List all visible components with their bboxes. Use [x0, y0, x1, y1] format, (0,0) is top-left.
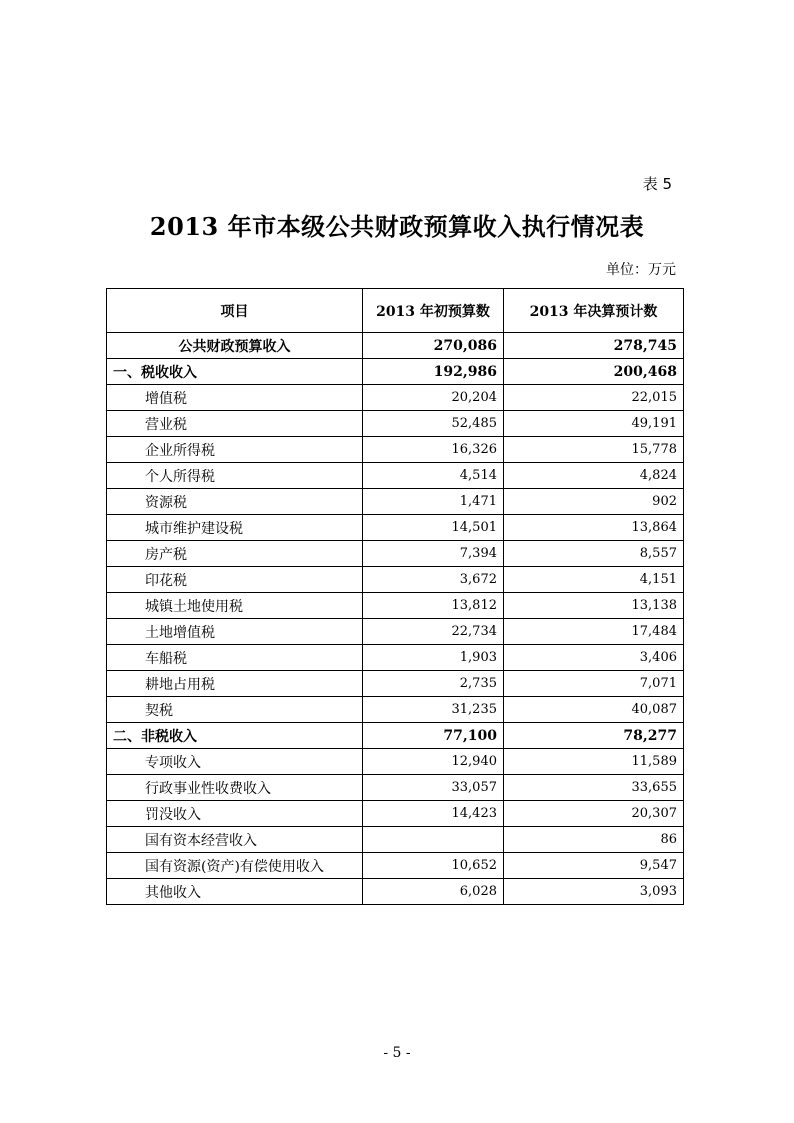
- budget-cell: 7,394: [363, 541, 504, 567]
- section-row: [107, 723, 684, 749]
- budget-cell: 3,672: [363, 567, 504, 593]
- row-label: 专项收入: [107, 749, 363, 775]
- row-label: 个人所得税: [107, 463, 363, 489]
- table-row: [107, 697, 684, 723]
- final-cell: 11,589: [504, 749, 684, 775]
- final-cell: 49,191: [504, 411, 684, 437]
- row-label: 耕地占用税: [107, 671, 363, 697]
- budget-cell: 13,812: [363, 593, 504, 619]
- row-label: 公共财政预算收入: [107, 333, 363, 359]
- final-cell: 78,277: [504, 723, 684, 749]
- table-row: [107, 541, 684, 567]
- final-cell: 17,484: [504, 619, 684, 645]
- page-number: - 5 -: [383, 1045, 411, 1061]
- page-title: 2013 年市本级公共财政预算收入执行情况表: [149, 212, 645, 241]
- section-row: [107, 359, 684, 385]
- table-number: 表 5: [642, 175, 672, 193]
- row-label: 其他收入: [107, 879, 363, 905]
- final-cell: 902: [504, 489, 684, 515]
- table-row: [107, 385, 684, 411]
- final-cell: 4,824: [504, 463, 684, 489]
- final-cell: 8,557: [504, 541, 684, 567]
- budget-cell: 20,204: [363, 385, 504, 411]
- final-cell: 15,778: [504, 437, 684, 463]
- table-row: [107, 593, 684, 619]
- table-row: [107, 437, 684, 463]
- unit-label: 单位：万元: [606, 262, 676, 278]
- row-label: 国有资本经营收入: [107, 827, 363, 853]
- total-row: [107, 333, 684, 359]
- table-row: [107, 879, 684, 905]
- budget-cell: 16,326: [363, 437, 504, 463]
- final-cell: 200,468: [504, 359, 684, 385]
- final-cell: 4,151: [504, 567, 684, 593]
- budget-cell: 10,652: [363, 853, 504, 879]
- table-row: [107, 463, 684, 489]
- budget-cell: 4,514: [363, 463, 504, 489]
- table-row: [107, 801, 684, 827]
- final-cell: 3,406: [504, 645, 684, 671]
- column-header-budget: 2013 年初预算数: [363, 289, 504, 333]
- table-row: [107, 619, 684, 645]
- budget-cell: 77,100: [363, 723, 504, 749]
- budget-cell: [363, 827, 504, 853]
- table-row: [107, 749, 684, 775]
- budget-cell: 6,028: [363, 879, 504, 905]
- budget-cell: 33,057: [363, 775, 504, 801]
- table-row: [107, 411, 684, 437]
- final-cell: 20,307: [504, 801, 684, 827]
- final-cell: 7,071: [504, 671, 684, 697]
- row-label: 城镇土地使用税: [107, 593, 363, 619]
- row-label: 行政事业性收费收入: [107, 775, 363, 801]
- row-label: 土地增值税: [107, 619, 363, 645]
- final-cell: 86: [504, 827, 684, 853]
- final-cell: 13,864: [504, 515, 684, 541]
- final-cell: 13,138: [504, 593, 684, 619]
- final-cell: 278,745: [504, 333, 684, 359]
- table-row: [107, 853, 684, 879]
- row-label: 一、税收收入: [107, 359, 363, 385]
- column-header-final: 2013 年决算预计数: [504, 289, 684, 333]
- table-row: [107, 775, 684, 801]
- row-label: 罚没收入: [107, 801, 363, 827]
- row-label: 国有资源(资产)有偿使用收入: [107, 853, 363, 879]
- row-label: 车船税: [107, 645, 363, 671]
- budget-cell: 192,986: [363, 359, 504, 385]
- row-label: 房产税: [107, 541, 363, 567]
- final-cell: 40,087: [504, 697, 684, 723]
- table-row: [107, 645, 684, 671]
- table-row: [107, 515, 684, 541]
- budget-cell: 12,940: [363, 749, 504, 775]
- budget-cell: 31,235: [363, 697, 504, 723]
- row-label: 城市维护建设税: [107, 515, 363, 541]
- budget-cell: 1,903: [363, 645, 504, 671]
- row-label: 营业税: [107, 411, 363, 437]
- column-header-item: 项目: [107, 289, 363, 333]
- table-row: [107, 567, 684, 593]
- budget-cell: 22,734: [363, 619, 504, 645]
- budget-cell: 270,086: [363, 333, 504, 359]
- table-row: [107, 489, 684, 515]
- budget-cell: 14,501: [363, 515, 504, 541]
- table-row: [107, 827, 684, 853]
- budget-table: [106, 288, 684, 905]
- table-row: [107, 671, 684, 697]
- row-label: 二、非税收入: [107, 723, 363, 749]
- table-header-row: [107, 289, 684, 333]
- row-label: 增值税: [107, 385, 363, 411]
- final-cell: 9,547: [504, 853, 684, 879]
- budget-cell: 1,471: [363, 489, 504, 515]
- budget-cell: 52,485: [363, 411, 504, 437]
- final-cell: 3,093: [504, 879, 684, 905]
- row-label: 企业所得税: [107, 437, 363, 463]
- budget-cell: 2,735: [363, 671, 504, 697]
- budget-cell: 14,423: [363, 801, 504, 827]
- final-cell: 22,015: [504, 385, 684, 411]
- final-cell: 33,655: [504, 775, 684, 801]
- row-label: 印花税: [107, 567, 363, 593]
- row-label: 契税: [107, 697, 363, 723]
- row-label: 资源税: [107, 489, 363, 515]
